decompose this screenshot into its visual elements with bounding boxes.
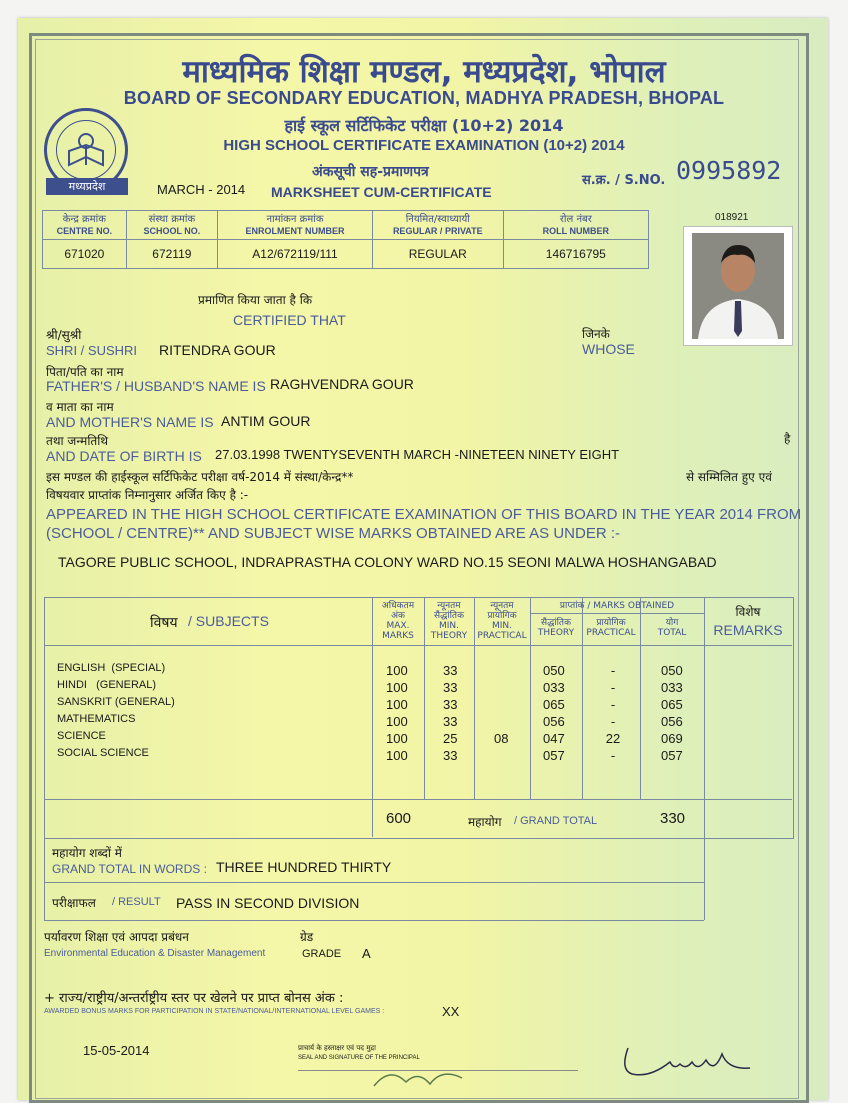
dob-label-hindi: तथा जन्मतिथि (46, 434, 109, 448)
principal-signature-icon (370, 1060, 470, 1090)
row-divider (44, 799, 792, 800)
result-label-hindi: परीक्षाफल (52, 896, 96, 910)
result-value: PASS IN SECOND DIVISION (176, 895, 360, 911)
doc-title-english: MARKSHEET CUM-CERTIFICATE (271, 184, 492, 200)
certified-english: CERTIFIED THAT (233, 312, 346, 328)
marks-obtained-header: प्राप्तांक / MARKS OBTAINED (559, 601, 675, 611)
row-divider (530, 613, 704, 614)
exam-session: MARCH - 2014 (157, 182, 246, 197)
remarks-header-english: REMARKS (713, 622, 783, 638)
identity-table (42, 210, 649, 269)
seal-inner-ring (56, 120, 116, 180)
seal-label: मध्यप्रदेश (46, 178, 128, 195)
bonus-value: XX (442, 1004, 460, 1019)
dob-label-english: AND DATE OF BIRTH IS (46, 448, 202, 464)
env-label-english: Environmental Education & Disaster Management (44, 948, 266, 959)
appeared-english-line1: APPEARED IN THE HIGH SCHOOL CERTIFICATE EXAMINATION OF THIS BOARD IN THE YEAR 2014 FROM (46, 506, 802, 523)
appeared-hindi-line2: विषयवार प्राप्तांक निम्नानुसार अर्जित किए है :- (46, 488, 249, 502)
enrolment-value: A12/672119/111 (218, 240, 373, 269)
date-of-birth: 27.03.1998 TWENTYSEVENTH MARCH -NINETEEN NINETY EIGHT (215, 447, 620, 462)
theory-column: 050 033 065 056 047 057 (543, 663, 565, 763)
row-divider (44, 645, 792, 646)
row-divider (44, 838, 704, 839)
col-divider (44, 838, 45, 920)
max-marks-total: 600 (386, 810, 412, 827)
mother-name: ANTIM GOUR (221, 413, 311, 429)
row-divider (44, 920, 704, 921)
practical-column: - - - - 22 - (605, 663, 621, 763)
photo-number: 018921 (715, 212, 749, 223)
father-label-hindi: पिता/पति का नाम (46, 365, 124, 379)
principal-seal-label-hindi: प्राचार्य के हस्ताक्षर एवं पद मुद्रा (298, 1044, 376, 1052)
grand-total-value: 330 (660, 810, 686, 827)
certified-hindi: प्रमाणित किया जाता है कि (198, 293, 313, 307)
exam-title-english: HIGH SCHOOL CERTIFICATE EXAMINATION (10+2) 2014 (223, 137, 625, 154)
board-title-hindi: माध्यमिक शिक्षा मण्डल, मध्यप्रदेश, भोपाल (182, 54, 666, 90)
row-divider (44, 882, 704, 883)
appeared-hindi-line1-right: से सम्मिलित हुए एवं (686, 470, 772, 484)
appeared-hindi-line1: इस मण्डल की हाईस्कूल सर्टिफिकेट परीक्षा वर्ष-2014 में संस्था/केन्द्र** (46, 470, 354, 484)
father-label-english: FATHER'S / HUSBAND'S NAME IS (46, 378, 266, 394)
min-practical-header: न्यूनतम प्रायोगिक MIN. PRACTICAL (477, 601, 527, 641)
roll-number-header: रोल नंबर ROLL NUMBER (503, 211, 648, 240)
school-name: TAGORE PUBLIC SCHOOL, INDRAPRASTHA COLONY WARD NO.15 SEONI MALWA HOSHANGABAD (58, 554, 717, 570)
book-emblem-icon (57, 121, 115, 179)
min-practical-column: 08 (494, 731, 509, 746)
mother-label-hindi: व माता का नाम (46, 400, 114, 414)
theory-header: सैद्धांतिक THEORY (537, 618, 575, 638)
practical-header: प्रायोगिक PRACTICAL (586, 618, 636, 638)
student-photo (683, 226, 793, 346)
signature-icon (610, 1040, 760, 1084)
bonus-label-hindi: + राज्य/राष्ट्रीय/अन्तर्राष्ट्रीय स्तर पर खेलने पर प्राप्त बोनस अंक : (44, 991, 344, 1006)
centre-no-header: केन्द्र क्रमांक CENTRE NO. (43, 211, 127, 240)
regular-private-header: नियमित/स्वाध्यायी REGULAR / PRIVATE (372, 211, 503, 240)
max-marks-column: 100 100 100 100 100 100 (386, 663, 408, 763)
total-column: 050 033 065 056 069 057 (661, 663, 683, 763)
grand-total-words: THREE HUNDRED THIRTY (216, 859, 392, 875)
grade-value: A (362, 946, 371, 961)
env-label-hindi: पर्यावरण शिक्षा एवं आपदा प्रबंधन (44, 930, 189, 944)
student-portrait-icon (684, 227, 792, 345)
result-label-english: / RESULT (112, 896, 161, 908)
shri-label-english: SHRI / SUSHRI (46, 343, 138, 358)
student-name: RITENDRA GOUR (159, 342, 276, 358)
min-theory-column: 33 33 33 33 25 33 (443, 663, 458, 763)
issue-date: 15-05-2014 (83, 1043, 150, 1058)
exam-title-hindi: हाई स्कूल सर्टिफिकेट परीक्षा (10+2) 2014 (284, 116, 564, 135)
principal-seal-label-english: SEAL AND SIGNATURE OF THE PRINCIPAL (298, 1055, 420, 1061)
total-header: योग TOTAL (657, 618, 687, 638)
max-marks-header: अधिकतम अंक MAX. MARKS (381, 601, 415, 641)
father-name: RAGHVENDRA GOUR (270, 376, 414, 392)
whose-label-hindi: जिनके (582, 327, 610, 341)
shri-label-hindi: श्री/सुश्री (46, 328, 82, 342)
serial-number-label: स.क्र. / S.NO. (582, 173, 666, 188)
hai-hindi: है (784, 432, 791, 446)
whose-label-english: WHOSE (582, 341, 635, 357)
serial-number: 0995892 (676, 156, 782, 185)
board-title-english: BOARD OF SECONDARY EDUCATION, MADHYA PRADESH, BHOPAL (123, 88, 725, 108)
grade-label-english: GRADE (302, 948, 342, 960)
appeared-english-line2: (SCHOOL / CENTRE)** AND SUBJECT WISE MARKS OBTAINED ARE AS UNDER :- (46, 525, 620, 542)
school-no-header: संस्था क्रमांक SCHOOL NO. (126, 211, 217, 240)
doc-title-hindi: अंकसूची सह-प्रमाणपत्र (312, 164, 429, 180)
subjects-header-english: / SUBJECTS (188, 613, 269, 629)
bonus-label-english: AWARDED BONUS MARKS FOR PARTICIPATION IN STATE/NATIONAL/INTERNATIONAL LEVEL GAMES : (44, 1008, 385, 1015)
grand-total-label-english: / GRAND TOTAL (514, 815, 598, 827)
regular-private-value: REGULAR (372, 240, 503, 269)
min-theory-header: न्यूनतम सैद्धांतिक MIN. THEORY (430, 601, 468, 641)
words-label-hindi: महायोग शब्दों में (52, 846, 122, 860)
enrolment-header: नामांकन क्रमांक ENROLMENT NUMBER (218, 211, 373, 240)
words-label-english: GRAND TOTAL IN WORDS : (52, 862, 207, 876)
school-no-value: 672119 (126, 240, 217, 269)
mother-label-english: AND MOTHER'S NAME IS (46, 414, 214, 430)
centre-no-value: 671020 (43, 240, 127, 269)
grand-total-label-hindi: महायोग (468, 815, 502, 829)
subjects-header-hindi: विषय (150, 615, 178, 631)
grade-label-hindi: ग्रेड (300, 930, 314, 944)
remarks-header-hindi: विशेष (735, 605, 761, 619)
roll-number-value: 146716795 (503, 240, 648, 269)
